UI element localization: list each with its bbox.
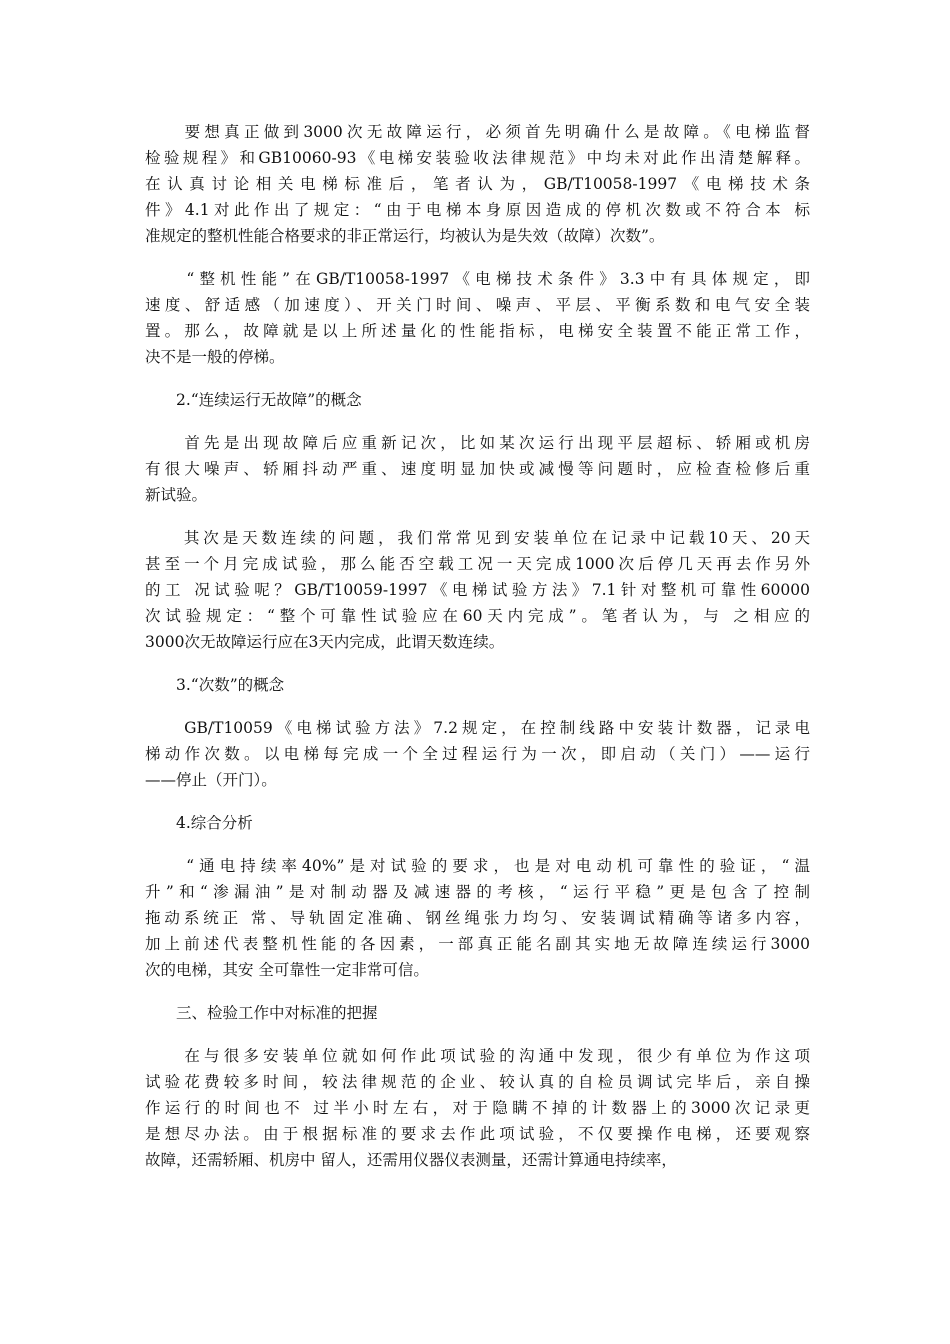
section-heading bbox=[145, 1000, 810, 1026]
document-page bbox=[145, 119, 810, 1190]
text-line: ——停止（开门）。 bbox=[145, 771, 277, 789]
text-line: 甚至一个月完成试验，那么能否空载工况一天完成1000次后停几天再去作另外 bbox=[145, 555, 810, 573]
paragraph bbox=[145, 715, 810, 793]
text-line: 首先是出现故障后应重新记次，比如某次运行出现平层超标、轿厢或机房 bbox=[145, 434, 810, 452]
text-line: 在认真讨论相关电梯标准后，笔者认为，GB/T10058-1997《电梯技术条 bbox=[145, 175, 810, 193]
text-line: 在与很多安装单位就如何作此项试验的沟通中发现，很少有单位为作这项 bbox=[145, 1047, 810, 1065]
paragraph bbox=[145, 430, 810, 508]
text-line: 故障，还需轿厢、机房中 留人，还需用仪器仪表测量，还需计算通电持续率， bbox=[145, 1151, 677, 1169]
text-line: 置。那么，故障就是以上所述量化的性能指标，电梯安全装置不能正常工作， bbox=[145, 322, 810, 340]
text-line: 3000次无故障运行应在3天内完成，此谓天数连续。 bbox=[145, 633, 505, 651]
text-line: 的工 况试验呢？GB/T10059-1997《电梯试验方法》7.1针对整机可靠性60000 bbox=[145, 581, 810, 599]
text-line: GB/T10059《电梯试验方法》7.2规定，在控制线路中安装计数器，记录电 bbox=[145, 719, 810, 737]
paragraph bbox=[145, 1043, 810, 1173]
text-line: 要想真正做到3000次无故障运行，必须首先明确什么是故障。《电梯监督 bbox=[145, 123, 810, 141]
text-line: 升”和“渗漏油”是对制动器及减速器的考核，“运行平稳”更是包含了控制 bbox=[145, 883, 810, 901]
text-line: 2.“连续运行无故障”的概念 bbox=[145, 391, 362, 409]
section-heading bbox=[145, 672, 810, 698]
text-line: 有很大噪声、轿厢抖动严重、速度明显加快或减慢等问题时，应检查检修后重 bbox=[145, 460, 810, 478]
text-line: 加上前述代表整机性能的各因素，一部真正能名副其实地无故障连续运行3000 bbox=[145, 935, 810, 953]
paragraph bbox=[145, 266, 810, 370]
text-line: 检验规程》和GB10060-93《电梯安装验收法律规范》中均未对此作出清楚解释。 bbox=[145, 149, 810, 167]
text-line: 三、检验工作中对标准的把握 bbox=[145, 1004, 378, 1022]
text-line: 试验花费较多时间，较法律规范的企业、较认真的自检员调试完毕后，亲自操 bbox=[145, 1073, 810, 1091]
text-line: 梯动作次数。以电梯每完成一个全过程运行为一次，即启动（关门）——运行 bbox=[145, 745, 810, 763]
text-line: 决不是一般的停梯。 bbox=[145, 348, 285, 366]
text-line: 次的电梯，其安 全可靠性一定非常可信。 bbox=[145, 961, 429, 979]
text-line: 准规定的整机性能合格要求的非正常运行，均被认为是失效（故障）次数”。 bbox=[145, 227, 665, 245]
text-line: 新试验。 bbox=[145, 486, 208, 504]
text-line: “通电持续率40%”是对试验的要求，也是对电动机可靠性的验证，“温 bbox=[145, 857, 810, 875]
text-line: 件》4.1对此作出了规定：“由于电梯本身原因造成的停机次数或不符合本 标 bbox=[145, 201, 810, 219]
text-line: 其次是天数连续的问题，我们常常见到安装单位在记录中记载10天、20天 bbox=[145, 529, 810, 547]
text-line: 速度、舒适感（加速度）、开关门时间、噪声、平层、平衡系数和电气安全装 bbox=[145, 296, 810, 314]
paragraph bbox=[145, 525, 810, 655]
text-line: 3.“次数”的概念 bbox=[145, 676, 285, 694]
paragraph bbox=[145, 853, 810, 983]
text-line: 作运行的时间也不 过半小时左右，对于隐瞒不掉的计数器上的3000次记录更 bbox=[145, 1099, 810, 1117]
section-heading bbox=[145, 387, 810, 413]
text-line: 次试验规定：“整个可靠性试验应在60天内完成”。笔者认为，与 之相应的 bbox=[145, 607, 810, 625]
section-heading bbox=[145, 810, 810, 836]
text-line: 4.综合分析 bbox=[145, 814, 253, 832]
text-line: 拖动系统正 常、导轨固定准确、钢丝绳张力均匀、安装调试精确等诸多内容， bbox=[145, 909, 810, 927]
text-line: 是想尽办法。由于根据标准的要求去作此项试验，不仅要操作电梯，还要观察 bbox=[145, 1125, 810, 1143]
text-line: “整机性能”在GB/T10058-1997《电梯技术条件》3.3中有具体规定，即 bbox=[145, 270, 810, 288]
paragraph bbox=[145, 119, 810, 249]
